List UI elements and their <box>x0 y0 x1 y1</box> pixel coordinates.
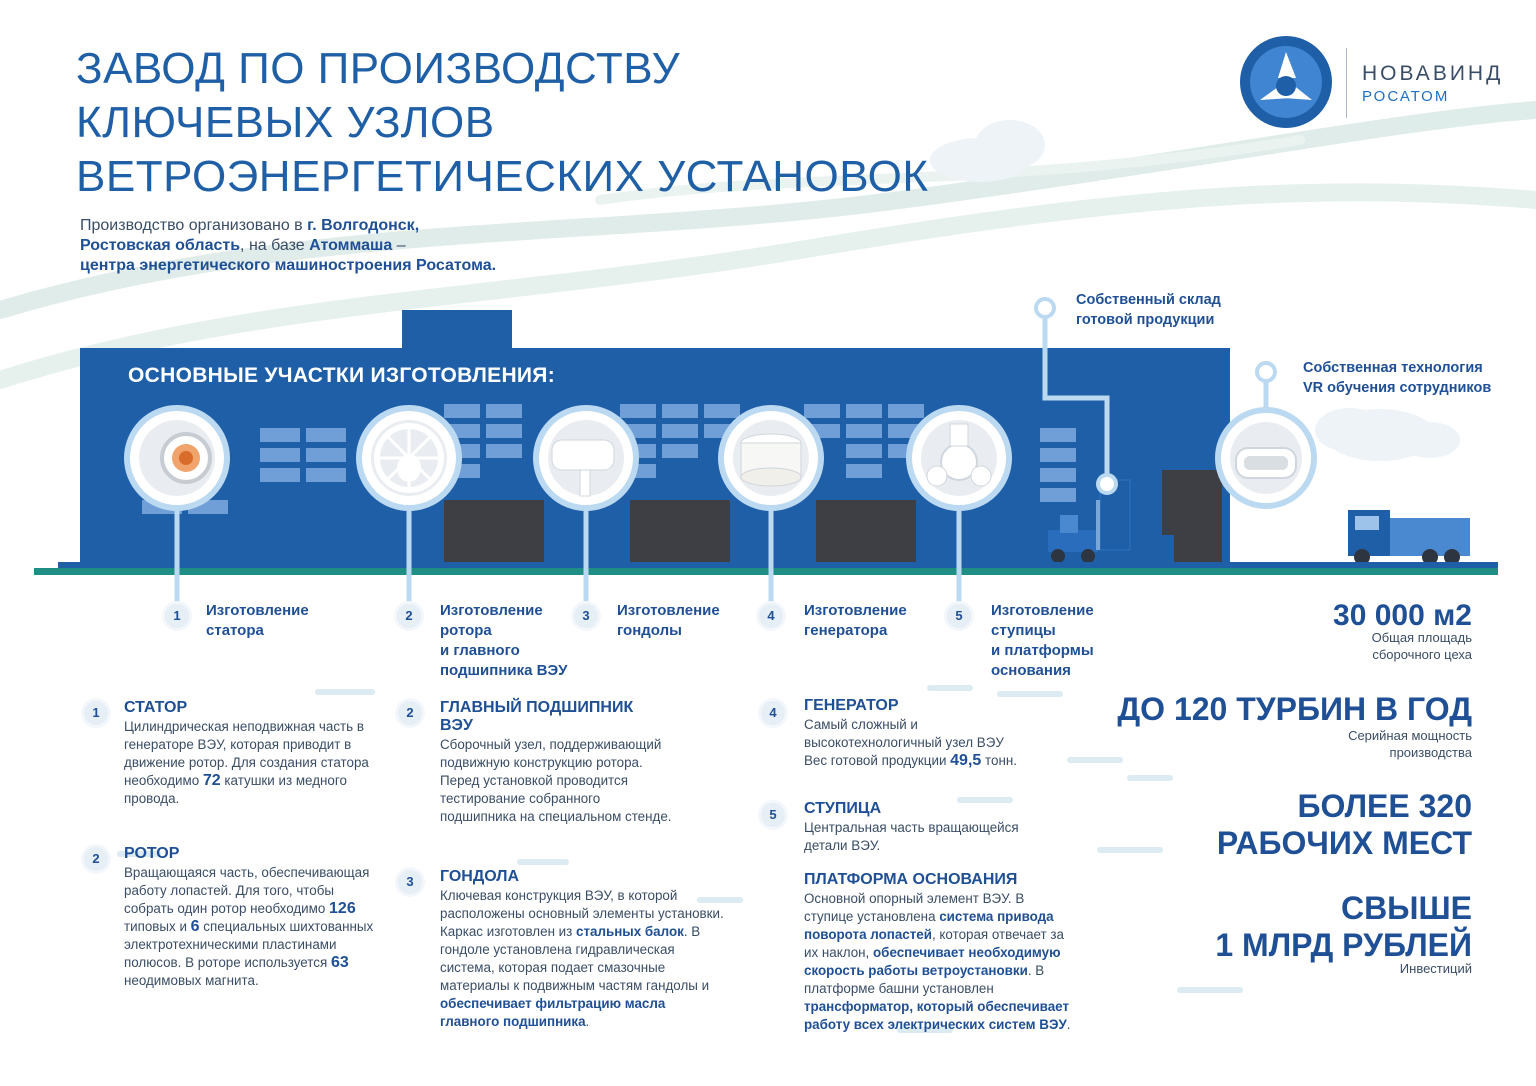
stat-sub-line: сборочного цеха <box>1372 647 1472 662</box>
stat-sub-line: Общая площадь <box>1371 630 1472 645</box>
stage-icon-nacelle <box>536 408 636 508</box>
text-part: катушки из медного провода. <box>124 773 347 806</box>
stage-label-line: подшипника ВЭУ <box>440 662 568 679</box>
stage-label-line: Изготовление <box>617 602 720 619</box>
callout-line: VR обучения сотрудников <box>1303 380 1492 396</box>
intro-part: – <box>392 237 406 254</box>
title-line-1: ЗАВОД ПО ПРОИЗВОДСТВУ <box>76 44 681 93</box>
generator-text <box>804 716 1054 770</box>
stage-label-line: статора <box>206 622 264 639</box>
nacelle-title: ГОНДОЛА <box>440 868 520 885</box>
text-part: . В платформе башни установлен <box>804 963 1045 996</box>
text-part: . <box>1066 1017 1071 1032</box>
stat-sub-line: Инвестиций <box>1399 961 1472 976</box>
highlight-text: стальных балок <box>576 924 684 939</box>
stage-icon-stator <box>127 408 227 508</box>
stage-label-nacelle <box>617 601 720 641</box>
hub-title: СТУПИЦА <box>804 800 882 817</box>
text-part: Вес готовой продукции <box>804 753 951 768</box>
block-number: 4 <box>761 701 785 725</box>
section-heading: ОСНОВНЫЕ УЧАСТКИ ИЗГОТОВЛЕНИЯ: <box>128 364 555 387</box>
stage-label-line: гондолы <box>617 622 682 639</box>
stage-number: 4 <box>759 604 783 628</box>
title-line-2: КЛЮЧЕВЫХ УЗЛОВ <box>76 98 495 147</box>
callout-warehouse <box>1076 290 1221 330</box>
platform-text <box>804 890 1074 1034</box>
stat-turbines-label <box>1348 727 1472 761</box>
text-part: Самый сложный и высокотехнологичный узел ВЭУ <box>804 717 1004 750</box>
stage-label-line: генератора <box>804 622 888 639</box>
stage-label-line: и платформы <box>991 642 1094 659</box>
stage-label-line: и главного <box>440 642 520 659</box>
nacelle-text <box>440 887 724 1031</box>
highlight-number: 63 <box>330 954 349 971</box>
highlight-number: 49,5 <box>950 752 982 769</box>
stat-investment-value <box>1215 890 1472 964</box>
stator-text <box>124 718 374 808</box>
callout-line: Собственный склад <box>1076 292 1221 308</box>
highlight-text: трансформатор, который обеспечивает работу всех электрических систем ВЭУ <box>804 999 1070 1032</box>
text-part: специальных шихтованных электротехническими пластинами полюсов. В роторе используется <box>124 919 374 970</box>
stage-label-line: ротора <box>440 622 492 639</box>
truck-illustration <box>1348 510 1470 565</box>
rotor-title: РОТОР <box>124 845 180 862</box>
highlight-text: обеспечивает необходимую скорость работы ветроустановки <box>804 945 1061 978</box>
stat-turbines-value <box>1117 691 1472 727</box>
intro-region: Ростовская область <box>80 237 241 254</box>
text-part: , которая отвечает за их наклон, <box>804 927 1065 960</box>
intro-part: Производство организовано в <box>80 217 308 234</box>
text-part: . <box>585 1014 590 1029</box>
stage-number: 1 <box>165 604 189 628</box>
text-part: Цилиндрическая неподвижная часть в генераторе ВЭУ, которая приводит в движение ротор. Для создания статора необходимо <box>124 719 369 788</box>
callout-line: готовой продукции <box>1076 312 1215 328</box>
title-line: ВЭУ <box>440 717 473 734</box>
callout-line: Собственная технология <box>1303 360 1483 376</box>
stat-line: 30 000 м2 <box>1333 599 1472 632</box>
stage-label-line: Изготовление <box>206 602 309 619</box>
callout-vr <box>1303 358 1491 398</box>
logo-divider <box>1346 48 1347 118</box>
platform-title: ПЛАТФОРМА ОСНОВАНИЯ <box>804 871 1018 888</box>
highlight-number: 6 <box>190 918 200 935</box>
stage-label-rotor <box>440 601 567 681</box>
stage-number: 2 <box>397 604 421 628</box>
block-number: 2 <box>398 701 422 725</box>
bearing-text: Сборочный узел, поддерживающий подвижную конструкцию ротора. Перед установкой проводится тестирование собранного подшипника на специальном стенде. <box>440 737 672 824</box>
text-part: Основной опорный элемент ВЭУ. В ступице установлена <box>804 891 1025 924</box>
stage-icon-vr <box>1218 410 1314 506</box>
stage-number: 5 <box>947 604 971 628</box>
generator-title: ГЕНЕРАТОР <box>804 697 899 714</box>
stage-number: 3 <box>574 604 598 628</box>
stage-label-stator <box>206 601 309 641</box>
title-line-3: ВЕТРОЭНЕРГЕТИЧЕСКИХ УСТАНОВОК <box>76 152 929 201</box>
intro-part: , на базе <box>240 237 310 254</box>
rosatom-logo-mark <box>1240 36 1332 128</box>
text-part: Каркас изготовлен из <box>440 924 577 939</box>
block-number: 3 <box>398 870 422 894</box>
stage-label-line: Изготовление <box>804 602 907 619</box>
block-number: 1 <box>84 701 108 725</box>
intro-base: Атоммаша <box>309 237 393 254</box>
stage-label-line: Изготовление <box>991 602 1094 619</box>
stat-line: ДО 120 ТУРБИН В ГОД <box>1117 691 1472 727</box>
stat-investment-label <box>1400 960 1472 977</box>
stage-icon-hub <box>909 408 1009 508</box>
block-number: 2 <box>84 847 108 871</box>
stage-icon-rotor <box>359 408 459 508</box>
bearing-title <box>440 699 633 735</box>
block-number: 5 <box>761 803 785 827</box>
stat-line: 1 МЛРД РУБЛЕЙ <box>1215 927 1472 963</box>
stage-label-hub <box>991 601 1094 681</box>
stat-area-label <box>1372 629 1472 663</box>
stat-sub-line: Серийная мощность <box>1348 728 1472 743</box>
ground-strip <box>34 568 1498 575</box>
rotor-text <box>124 864 376 990</box>
text-part: Вращающаяся часть, обеспечивающая работу лопастей. Для того, чтобы собрать один ротор необходимо <box>124 865 370 916</box>
text-part: Ключевая конструкция ВЭУ, в которой расположены основный элементы установки. <box>440 888 724 921</box>
logo-subtitle: РОСАТОМ <box>1362 88 1450 105</box>
stat-line: РАБОЧИХ МЕСТ <box>1216 825 1472 861</box>
text-part: тонн. <box>981 753 1017 768</box>
stage-label-line: Изготовление <box>440 602 543 619</box>
intro-city: г. Волгодонск, <box>307 217 420 234</box>
text-part: типовых и <box>124 919 191 934</box>
hub-text: Центральная часть вращающейся детали ВЭУ. <box>804 820 1019 853</box>
stat-jobs-value <box>1217 788 1472 862</box>
stage-label-generator <box>804 601 907 641</box>
stat-line: СВЫШЕ <box>1340 890 1472 926</box>
stat-line: БОЛЕЕ 320 <box>1297 788 1472 824</box>
text-part: . В гондоле установлена гидравлическая система, которая подает смазочные материалы к подвижным частям гандолы и <box>440 924 710 993</box>
highlight-number: 72 <box>202 772 221 789</box>
highlight-number: 126 <box>329 900 356 917</box>
page-title <box>76 42 929 204</box>
highlight-text: обеспечивает фильтрацию масла главного подшипника <box>440 996 666 1029</box>
stage-label-line: основания <box>991 662 1071 679</box>
title-line: ГЛАВНЫЙ ПОДШИПНИК <box>440 699 634 716</box>
text-part: неодимовых магнита. <box>124 973 259 988</box>
intro-center: центра энергетического машиностроения Росатома. <box>80 257 497 274</box>
intro-text <box>80 216 500 276</box>
stator-title: СТАТОР <box>124 699 188 716</box>
stage-label-line: ступицы <box>991 622 1056 639</box>
logo-name: НОВАВИНД <box>1362 62 1504 85</box>
stat-sub-line: производства <box>1389 745 1472 760</box>
highlight-text: система привода поворота лопастей <box>804 909 1054 942</box>
stage-icon-generator <box>721 408 821 508</box>
